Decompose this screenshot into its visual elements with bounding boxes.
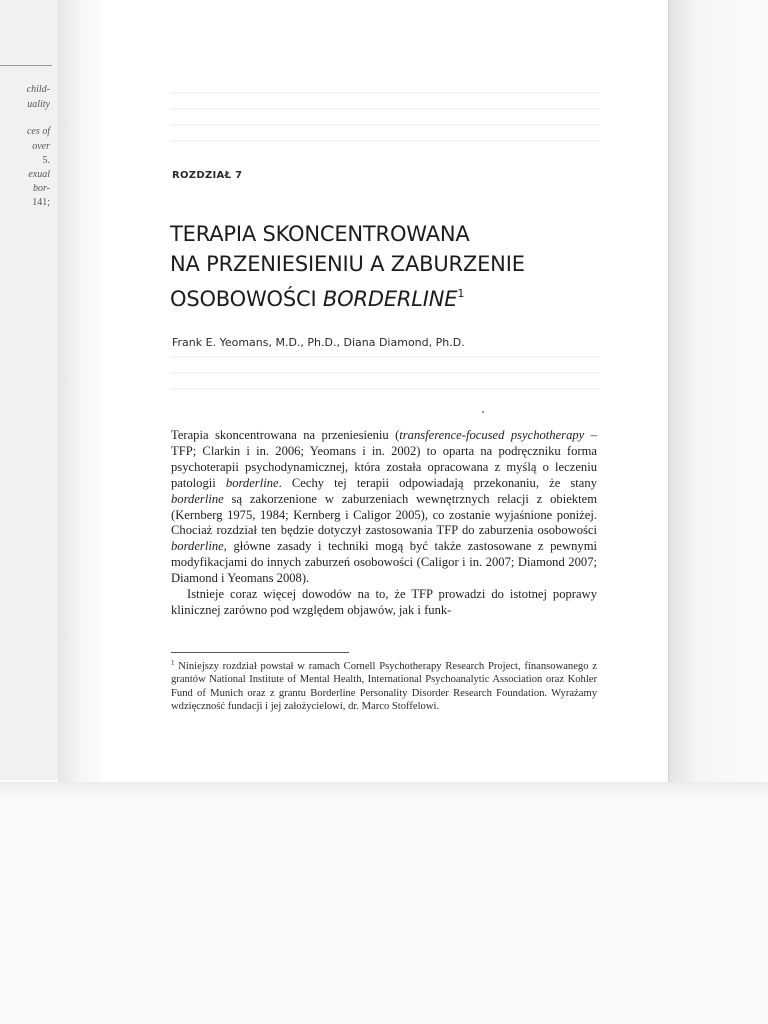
page-bottom-shadow: [0, 782, 768, 800]
left-page-fragment: bor-: [32, 183, 50, 194]
italic-term: borderline: [225, 475, 279, 490]
text-run: – TFP; Clarkin i in. 2006; Yeomans i in. 2002) to oparta na podręczniku forma psychoterapii psychodynamicznej, która została opracowana z myślą o leczeniu patologii: [171, 428, 597, 490]
left-page-fragment: child-: [26, 84, 50, 95]
left-page-fragment: uality: [27, 99, 50, 110]
body-text: [171, 428, 597, 619]
footnote-text: Niniejszy rozdział powstał w ramach Cornell Psychotherapy Research Project, finansowanego z grantów National Institute of Mental Health, International Psychoanalytic Association oraz Kohler Fund of Munich oraz z grantu Borderline Personality Disorder Research Foundation. Wyrażamy wdzięczność fundacji i jej założycielowi, dr. Marco Stoffelowi.: [171, 661, 597, 713]
footnote-reference: 1: [457, 287, 465, 300]
chapter-title: [170, 219, 590, 314]
text-run: Terapia skoncentrowana na przeniesieniu (: [171, 428, 400, 442]
show-through-line: [170, 140, 600, 142]
text-run: są zakorzenione w zaburzeniach wewnętrznych relacji z obiektem (Kernberg 1975, 1984; Kernberg i Caligor 2005), co zostanie wyjaśnione poniżej. Chociaż rozdział ten będzie dotyczył zastosowania TFP do zaburzenia osobowości: [171, 491, 597, 538]
show-through-line: [170, 372, 600, 374]
left-page-rule: [0, 65, 52, 66]
footnote-marker: 1: [171, 659, 175, 667]
paragraph: Istnieje coraz więcej dowodów na to, że TFP prowadzi do istotnej poprawy klinicznej zarówno pod względem objawów, jak i funk-: [171, 587, 597, 617]
right-facing-page-edge: [668, 0, 768, 790]
chapter-label: ROZDZIAŁ 7: [172, 170, 243, 181]
left-page-fragment: exual: [28, 169, 50, 180]
italic-term: borderline: [171, 491, 224, 506]
show-through-line: [170, 108, 600, 110]
title-italic-term: BORDERLINE: [322, 287, 458, 311]
text-run: . Cechy tej terapii odpowiadają przekonaniu, że stany: [278, 475, 597, 490]
authors: Frank E. Yeomans, M.D., Ph.D., Diana Diamond, Ph.D.: [172, 336, 465, 349]
footnote-separator: [171, 652, 349, 653]
left-facing-page: [0, 0, 59, 780]
show-through-line: [170, 124, 600, 126]
title-line: TERAPIA SKONCENTROWANA: [170, 222, 470, 246]
title-line: [170, 279, 590, 314]
show-through-line: [170, 356, 600, 358]
text-run: , główne zasady i techniki mogą być także zastosowane z pewnymi modyfikacjami do innych zaburzeń osobowości (Caligor i in. 2007; Diamond 2007; Diamond i Yeomans 2008).: [171, 539, 597, 586]
footnote: [171, 657, 597, 714]
title-prefix: OSOBOWOŚCI: [170, 287, 323, 311]
show-through-line: [170, 388, 600, 390]
italic-term: borderline: [171, 539, 224, 554]
italic-term: transference-focused psychotherapy: [399, 428, 585, 442]
left-page-fragment: 141;: [32, 197, 50, 208]
paragraph: [171, 428, 597, 587]
left-page-fragment: ces of: [26, 126, 50, 137]
scan-speck: [482, 411, 484, 413]
left-page-fragment: 5.: [42, 155, 50, 166]
left-page-fragment: over: [32, 141, 50, 152]
title-line: NA PRZENIESIENIU A ZABURZENIE: [170, 252, 525, 276]
show-through-line: [170, 92, 600, 94]
